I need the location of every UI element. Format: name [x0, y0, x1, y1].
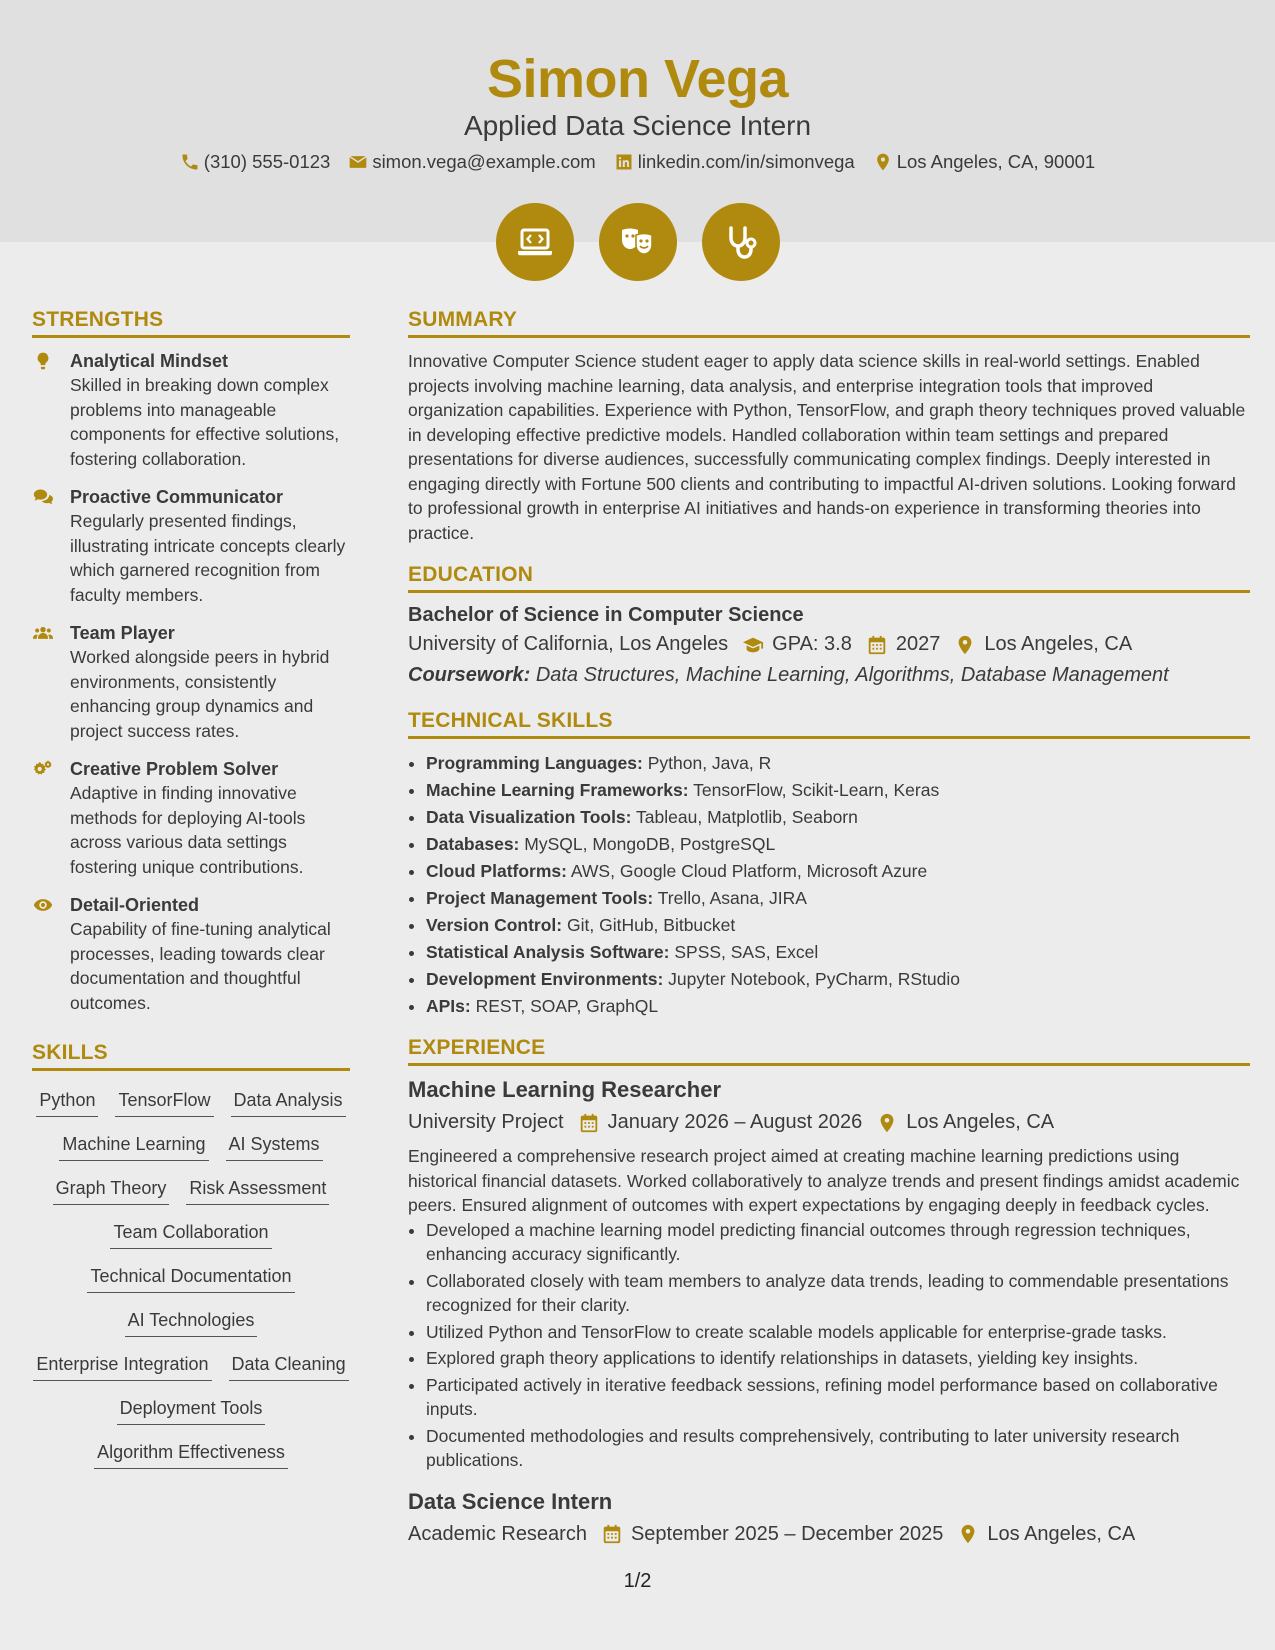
- skill-label: APIs:: [426, 996, 471, 1016]
- list-item: • Documented methodologies and results comprehensively, contributing to later university research publications.: [426, 1424, 1250, 1473]
- phone-text: (310) 555-0123: [203, 151, 331, 172]
- education-year: 2027: [895, 633, 941, 655]
- skill-value: Tableau, Matplotlib, Seaborn: [636, 807, 858, 827]
- job-dates: January 2026 – August 2026: [607, 1111, 863, 1133]
- job-location: Los Angeles, CA: [987, 1522, 1136, 1545]
- list-item: • Participated actively in iterative feedback sessions, refining model performance based on collaborative inputs.: [426, 1373, 1250, 1422]
- education-gpa: GPA: 3.8: [772, 633, 852, 655]
- job-role: Machine Learning Researcher: [408, 1077, 722, 1102]
- strength-item: [32, 485, 350, 607]
- linkedin-text: linkedin.com/in/simonvega: [637, 151, 855, 172]
- skill-value: MySQL, MongoDB, PostgreSQL: [524, 834, 776, 854]
- candidate-title: Applied Data Science Intern: [463, 110, 812, 141]
- list-item: • Developed a machine learning model predicting financial outcomes through regression techniques, enhancing accuracy significantly.: [426, 1218, 1250, 1267]
- skill-value: Python, Java, R: [647, 753, 772, 773]
- list-item: • Explored graph theory applications to identify relationships in datasets, yielding key insights.: [426, 1346, 1250, 1371]
- theater-masks-badge: [599, 203, 677, 281]
- strengths-list: [32, 349, 350, 1015]
- skill-tag: Deployment Tools: [117, 1396, 266, 1425]
- envelope-icon: [348, 152, 368, 172]
- job-dates: September 2025 – December 2025: [630, 1522, 944, 1545]
- skill-tag: Data Cleaning: [229, 1352, 349, 1381]
- list-item: [426, 804, 1250, 831]
- contact-phone[interactable]: [180, 151, 331, 173]
- skill-tag: AI Technologies: [125, 1308, 258, 1337]
- coursework-text: Data Structures, Machine Learning, Algorithms, Database Management: [535, 664, 1169, 686]
- list-item: [426, 966, 1250, 993]
- strength-desc: Skilled in breaking down complex problems into manageable components for effective solutions, fostering collaboration.: [70, 375, 340, 469]
- skill-label: Programming Languages:: [426, 753, 643, 773]
- education-school: University of California, Los Angeles: [408, 633, 729, 655]
- job-role: Data Science Intern: [408, 1488, 613, 1514]
- job-org: University Project: [408, 1111, 564, 1133]
- skill-value: SPSS, SAS, Excel: [674, 942, 819, 962]
- summary-text: Innovative Computer Science student eager to apply data science skills in real-world settings. Enabled projects involving machine learning, data analysis, and enterprise integration tools that improved organization capabilities. Experience with Python, TensorFlow, and graph theory techniques proved valuable in developing effective predictive models. Handled collaboration within team settings and prepared presentations for diverse audiences, successfully communicating complex findings. Deeply interested in engaging directly with Fortune 500 clients and contributing to impactful AI-driven solutions. Looking forward to professional growth in enterprise AI initiatives and hands-on experience in transforming theories into practice.: [408, 351, 1246, 543]
- skill-value: Trello, Asana, JIRA: [657, 888, 807, 908]
- skill-tag: AI Systems: [226, 1132, 323, 1161]
- list-item: [426, 750, 1250, 777]
- skill-label: Statistical Analysis Software:: [426, 942, 670, 962]
- right-column: [408, 308, 1250, 1546]
- contact-linkedin[interactable]: [614, 151, 855, 173]
- skill-value: TensorFlow, Scikit-Learn, Keras: [693, 780, 940, 800]
- skill-tag: TensorFlow: [115, 1088, 213, 1117]
- stethoscope-badge: [702, 203, 780, 281]
- strength-name: Proactive Communicator: [70, 487, 284, 507]
- contact-bar: [0, 151, 1275, 173]
- strength-name: Analytical Mindset: [70, 351, 229, 371]
- left-column: [32, 308, 350, 1469]
- experience-heading: EXPERIENCE: [408, 1036, 1250, 1066]
- page-number: 1/2: [623, 1570, 652, 1592]
- stethoscope-icon: [721, 222, 761, 262]
- technical-skills-heading: TECHNICAL SKILLS: [408, 709, 1250, 739]
- education-degree: Bachelor of Science in Computer Science: [408, 604, 804, 626]
- summary-heading: SUMMARY: [408, 308, 1250, 338]
- education-coursework: [408, 664, 1250, 687]
- cogs-icon: [32, 759, 54, 779]
- laptop-code-badge: [496, 203, 574, 281]
- phone-icon: [180, 152, 200, 172]
- strength-item: [32, 621, 350, 743]
- skill-label: Machine Learning Frameworks:: [426, 780, 689, 800]
- strength-item: [32, 757, 350, 879]
- strength-desc: Regularly presented findings, illustrating intricate concepts clearly which garnered recognition from faculty members.: [70, 511, 346, 605]
- skill-value: Git, GitHub, Bitbucket: [567, 915, 736, 935]
- job-location: Los Angeles, CA: [906, 1111, 1055, 1133]
- lightbulb-icon: [32, 351, 54, 371]
- map-marker-icon: [957, 1523, 979, 1545]
- strength-name: Detail-Oriented: [70, 895, 200, 915]
- skill-tag: Technical Documentation: [87, 1264, 294, 1293]
- education-heading: EDUCATION: [408, 563, 1250, 593]
- skill-tag: Enterprise Integration: [33, 1352, 211, 1381]
- skill-label: Cloud Platforms:: [426, 861, 567, 881]
- education-meta: [408, 633, 1250, 656]
- job-bullets: [408, 1218, 1250, 1473]
- skill-tag: Team Collaboration: [110, 1220, 271, 1249]
- job-meta: [408, 1523, 1250, 1546]
- experience-job: [408, 1077, 1250, 1473]
- list-item: [426, 777, 1250, 804]
- calendar-icon: [866, 634, 888, 656]
- list-item: [426, 939, 1250, 966]
- job-org: Academic Research: [408, 1522, 587, 1545]
- skill-label: Databases:: [426, 834, 520, 854]
- strength-name: Creative Problem Solver: [70, 759, 279, 779]
- strength-desc: Worked alongside peers in hybrid environments, consistently enhancing group dynamics and project success rates.: [70, 647, 330, 741]
- laptop-code-icon: [515, 222, 555, 262]
- technical-skills-list: [408, 750, 1250, 1020]
- skill-tag: Algorithm Effectiveness: [94, 1440, 288, 1469]
- skill-tag: Risk Assessment: [186, 1176, 329, 1205]
- coursework-label: Coursework:: [408, 664, 531, 686]
- job-description: Engineered a comprehensive research project aimed at creating machine learning predictions using historical financial datasets. Worked collaboratively to analyze trends and present findings amidst academic peers. Ensured alignment of outcomes with expert expectations by engaging deeply in feedback cycles.: [408, 1146, 1240, 1215]
- map-marker-icon: [954, 634, 976, 656]
- calendar-icon: [578, 1112, 600, 1134]
- list-item: [426, 912, 1250, 939]
- calendar-icon: [601, 1523, 623, 1545]
- contact-email[interactable]: [348, 151, 595, 173]
- strengths-heading: STRENGTHS: [32, 308, 350, 338]
- list-item: • Utilized Python and TensorFlow to create scalable models applicable for enterprise-grade tasks.: [426, 1320, 1250, 1345]
- list-item: • Collaborated closely with team members to analyze data trends, leading to commendable presentations recognized for their clarity.: [426, 1269, 1250, 1318]
- list-item: [426, 885, 1250, 912]
- education-location: Los Angeles, CA: [984, 633, 1133, 655]
- skill-value: Jupyter Notebook, PyCharm, RStudio: [668, 969, 960, 989]
- eye-icon: [32, 895, 54, 915]
- job-meta: [408, 1111, 1250, 1134]
- skill-value: AWS, Google Cloud Platform, Microsoft Azure: [570, 861, 928, 881]
- skill-value: REST, SOAP, GraphQL: [475, 996, 659, 1016]
- skill-tag: Python: [36, 1088, 98, 1117]
- skill-label: Project Management Tools:: [426, 888, 654, 908]
- linkedin-icon: [614, 152, 634, 172]
- email-text: simon.vega@example.com: [372, 151, 596, 172]
- list-item: [426, 831, 1250, 858]
- strength-item: [32, 349, 350, 471]
- strength-item: [32, 893, 350, 1015]
- strength-desc: Adaptive in finding innovative methods for deploying AI-tools across various data settings fostering unique contributions.: [70, 783, 306, 877]
- skills-tags: [32, 1082, 350, 1469]
- map-marker-icon: [873, 152, 893, 172]
- users-icon: [32, 623, 54, 643]
- experience-job: [408, 1489, 1250, 1546]
- map-marker-icon: [876, 1112, 898, 1134]
- interest-badges: [0, 203, 1275, 281]
- strength-desc: Capability of fine-tuning analytical processes, leading towards clear documentation and thoughtful outcomes.: [70, 919, 331, 1013]
- skill-label: Data Visualization Tools:: [426, 807, 632, 827]
- contact-location: [873, 151, 1096, 173]
- skills-heading: SKILLS: [32, 1041, 350, 1071]
- location-text: Los Angeles, CA, 90001: [896, 151, 1096, 172]
- comments-icon: [32, 487, 54, 507]
- theater-masks-icon: [618, 222, 658, 262]
- skill-tag: Data Analysis: [231, 1088, 346, 1117]
- skill-tag: Graph Theory: [53, 1176, 170, 1205]
- candidate-name: Simon Vega: [486, 49, 789, 109]
- skill-tag: Machine Learning: [59, 1132, 208, 1161]
- skill-label: Version Control:: [426, 915, 563, 935]
- list-item: [426, 858, 1250, 885]
- list-item: [426, 993, 1250, 1020]
- strength-name: Team Player: [70, 623, 175, 643]
- skill-label: Development Environments:: [426, 969, 664, 989]
- graduation-cap-icon: [742, 634, 764, 656]
